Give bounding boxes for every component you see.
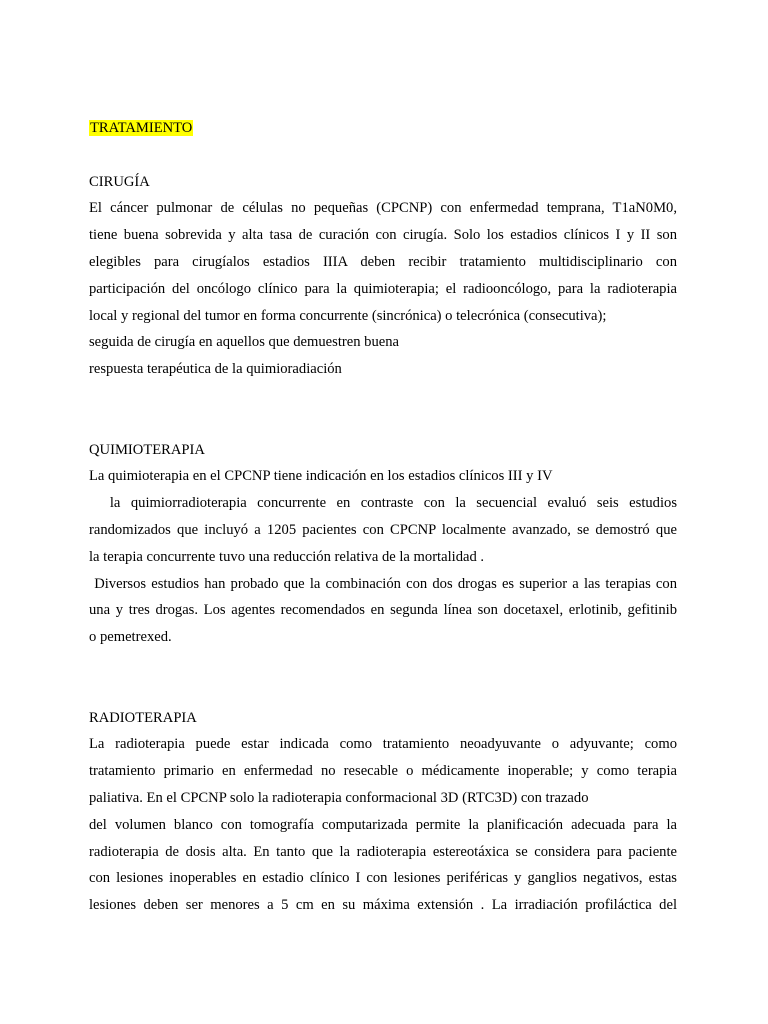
paragraph-line: del volumen blanco con tomografía computarizada permite la planificación adecuada para la	[89, 816, 677, 833]
paragraph-line: randomizados que incluyó a 1205 pacientes con CPCNP localmente avanzado, se demostró que	[89, 521, 677, 538]
paragraph-line: lesiones deben ser menores a 5 cm en su máxima extensión . La irradiación profiláctica del	[89, 897, 677, 914]
paragraph-line: elegibles para cirugíalos estadios IIIA deben recibir tratamiento multidisciplinario con	[89, 253, 677, 270]
section-heading: RADIOTERAPIA	[89, 709, 197, 726]
paragraph-line: la quimiorradioterapia concurrente en contraste con la secuencial evaluó seis estudios	[89, 495, 677, 512]
paragraph-line: Diversos estudios han probado que la combinación con dos drogas es superior a las terapias con	[89, 575, 677, 592]
section-cirugia	[89, 169, 677, 383]
spacer	[89, 651, 677, 705]
section-heading: QUIMIOTERAPIA	[89, 441, 205, 458]
paragraph-line: con lesiones inoperables en estadio clínico I con lesiones periféricas y ganglios negativos, estas	[89, 870, 677, 887]
paragraph-line: tiene buena sobrevida y alta tasa de curación con cirugía. Solo los estadios clínicos I y II son	[89, 227, 677, 244]
paragraph-line: tratamiento primario en enfermedad no resecable o médicamente inoperable; y como terapia	[89, 763, 677, 780]
paragraph-line: La radioterapia puede estar indicada como tratamiento neoadyuvante o adyuvante; como	[89, 736, 677, 753]
section-heading: CIRUGÍA	[89, 173, 150, 190]
paragraph-line: participación del oncólogo clínico para la quimioterapia; el radiooncólogo, para la radioterapia	[89, 280, 677, 297]
paragraph-line: La quimioterapia en el CPCNP tiene indicación en los estadios clínicos III y IV	[89, 468, 553, 485]
paragraph-line: la terapia concurrente tuvo una reducción relativa de la mortalidad .	[89, 548, 485, 565]
paragraph-line: El cáncer pulmonar de células no pequeñas (CPCNP) con enfermedad temprana, T1aN0M0,	[89, 200, 677, 217]
paragraph-line: local y regional del tumor en forma concurrente (sincrónica) o telecrónica (consecutiva);	[89, 307, 607, 324]
section-radioterapia	[89, 705, 677, 919]
spacer	[89, 383, 677, 437]
document-title	[89, 115, 677, 142]
paragraph-line: radioterapia de dosis alta. En tanto que la radioterapia estereotáxica se considera para paciente	[89, 843, 677, 860]
paragraph-line: respuesta terapéutica de la quimioradiación	[89, 361, 342, 378]
paragraph-line: o pemetrexed.	[89, 629, 172, 646]
paragraph-line: seguida de cirugía en aquellos que demuestren buena	[89, 334, 400, 351]
paragraph-line: una y tres drogas. Los agentes recomendados en segunda línea son docetaxel, erlotinib, gefitinib	[89, 602, 677, 619]
section-quimioterapia	[89, 437, 677, 651]
document-page	[89, 115, 677, 919]
paragraph-line: paliativa. En el CPCNP solo la radioterapia conformacional 3D (RTC3D) con trazado	[89, 789, 589, 806]
spacer	[89, 142, 677, 169]
highlighted-title: TRATAMIENTO	[90, 120, 193, 136]
